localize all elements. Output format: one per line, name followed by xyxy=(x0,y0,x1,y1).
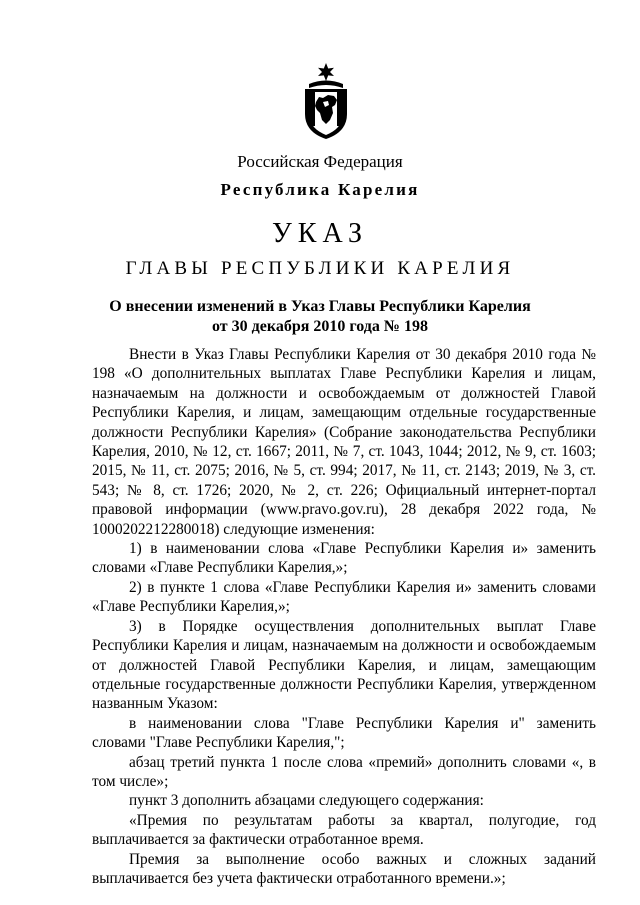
body-paragraph-item-1: 1) в наименовании слова «Главе Республики Карелия и» заменить словами «Главе Республики Карелия,»; xyxy=(92,540,596,577)
body-paragraph-clause-3: пункт 3 дополнить абзацами следующего содержания: xyxy=(129,792,484,810)
body-paragraph-quote-1: «Премия по результатам работы за квартал, полугодие, год выплачивается за фактически отработанное время. xyxy=(92,811,596,849)
body-paragraph-item-3: 3) в Порядке осуществления дополнительных выплат Главе Республики Карелия и лицам, назначаемым на должности и освобождаемым от должностей Главой Республики Карелия, и лицам, замещающим отдельные государственные должности Республики Карелия, утвержденном названным Указом: xyxy=(92,617,596,713)
body-paragraph-intro: Внести в Указ Главы Республики Карелия от 30 декабря 2010 года № 198 «О дополнительных выплатах Главе Республики Карелия и лицам, назначаемым на должности и освобождаемым от должностей Главой Республики Карелия, и лицам, замещающим отдельные государственные должности Республики Карелия» (Собрание законодательства Республики Карелия, 2010, № 12, ст. 1667; 2011, № 7, ст. 1043, 1044; 2012, № 9, ст. 1603; 2015, № 11, ст. 2075; 2016, № 5, ст. 994; 2017, № 11, ст. 2143; 2019, № 3, ст. 543; № 8, ст. 1726; 2020, № 2, ст. 226; Официальный интернет-портал правовой информации (www.pravo.gov.ru), 28 декабря 2022 года, № 1000202212280018) следующие изменения: xyxy=(92,346,596,538)
document-title-line-2: от 30 декабря 2010 года № 198 xyxy=(212,318,428,335)
republic-name: Республика Карелия xyxy=(220,180,420,199)
document-title xyxy=(0,297,640,337)
body-paragraph-quote-2: Премия за выполнение особо важных и сложных заданий выплачивается без учета фактически отработанного времени.»; xyxy=(92,850,596,887)
karelia-coat-of-arms-icon xyxy=(301,62,351,140)
document-type: УКАЗ xyxy=(271,218,369,249)
body-paragraph-item-2: 2) в пункте 1 слова «Главе Республики Карелия и» заменить словами «Главе Республики Карелия,»; xyxy=(92,578,596,616)
document-title-line-1: О внесении изменений в Указ Главы Республики Карелия xyxy=(109,298,531,315)
issuer-title: ГЛАВЫ РЕСПУБЛИКИ КАРЕЛИЯ xyxy=(125,258,515,279)
body-paragraph-clause-1: абзац третий пункта 1 после слова «премий» дополнить словами «, в том числе»; xyxy=(92,753,596,790)
country-name: Российская Федерация xyxy=(237,152,403,171)
document-body xyxy=(92,345,596,888)
body-paragraph-rename: в наименовании слова "Главе Республики Карелия и" заменить словами "Главе Республики Карелия,"; xyxy=(92,714,596,752)
